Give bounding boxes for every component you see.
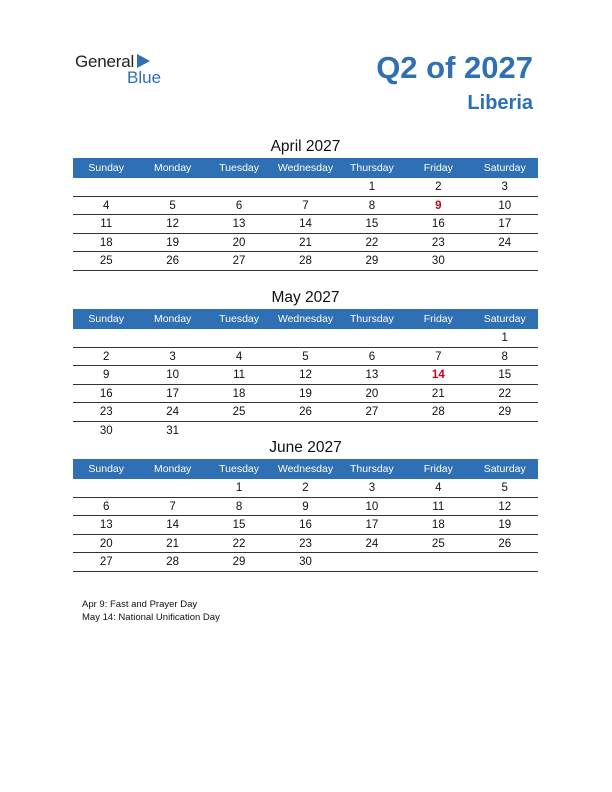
day-cell: 7 [169, 500, 176, 513]
day-cell: 30 [299, 556, 312, 568]
week-row [73, 234, 538, 253]
day-cell: 1 [235, 482, 243, 494]
day-cell: 2 [103, 350, 110, 363]
day-cell [272, 329, 338, 347]
logo [75, 52, 185, 92]
day-cell: 29 [232, 556, 246, 568]
day-cell: 21 [166, 537, 180, 550]
day-cell: 20 [365, 387, 379, 400]
day-cell: 25 [431, 537, 445, 550]
day-cell: 9 [302, 500, 309, 513]
day-cell: 15 [232, 519, 246, 531]
day-cell: 13 [99, 519, 113, 531]
day-cell: 14 [166, 519, 180, 531]
day-cell: 12 [166, 218, 180, 230]
day-cell [139, 329, 205, 347]
day-cell: 7 [302, 199, 309, 212]
day-cell: 22 [365, 236, 379, 249]
day-cell: 19 [166, 236, 180, 249]
month-april [73, 136, 538, 271]
day-cell: 18 [99, 236, 113, 249]
day-cell: 27 [232, 255, 246, 267]
day-cell: 9 [435, 199, 442, 212]
day-cell [272, 178, 338, 196]
weekday-label: Monday [153, 162, 192, 174]
day-cell [73, 329, 139, 347]
weekday-label: Friday [423, 313, 453, 325]
weekday-label: Sunday [88, 162, 125, 174]
day-cell: 29 [365, 255, 379, 267]
day-cell: 19 [299, 387, 312, 400]
day-cell: 22 [498, 387, 512, 400]
day-cell: 18 [431, 519, 445, 531]
day-cell: 8 [368, 199, 376, 212]
week-row [73, 252, 538, 271]
day-cell: 13 [232, 218, 246, 230]
weekday-label: Sunday [88, 463, 125, 475]
day-cell: 27 [99, 556, 113, 568]
month-may [73, 287, 538, 439]
day-cell: 4 [435, 482, 442, 494]
week-row [73, 366, 538, 385]
day-cell: 6 [103, 500, 110, 513]
week-row [73, 215, 538, 234]
day-cell [73, 178, 139, 196]
country-name: Liberia [467, 92, 533, 114]
holiday-notes [82, 598, 220, 624]
weekday-label: Wednesday [277, 313, 334, 325]
day-cell: 20 [232, 236, 246, 249]
weekday-label: Thursday [350, 463, 394, 475]
day-cell: 10 [365, 500, 379, 513]
day-cell [73, 479, 139, 497]
day-cell: 28 [299, 255, 312, 267]
day-cell: 11 [432, 500, 445, 513]
day-cell: 18 [232, 387, 246, 400]
holiday-note: May 14: National Unification Day [82, 612, 220, 623]
weekday-label: Sunday [88, 313, 125, 325]
page-title: Q2 of 2027 [376, 50, 533, 85]
day-cell: 10 [498, 199, 512, 212]
day-cell: 25 [232, 406, 246, 418]
day-cell: 2 [302, 482, 309, 494]
day-cell [405, 329, 471, 347]
day-cell: 8 [235, 500, 243, 513]
day-cell: 17 [498, 218, 512, 230]
day-cell: 16 [99, 387, 113, 400]
weekday-label: Friday [423, 162, 453, 174]
logo-triangle-icon [137, 54, 150, 68]
weekday-label: Tuesday [219, 463, 259, 475]
day-cell: 25 [99, 255, 113, 267]
day-cell: 21 [431, 387, 445, 400]
day-cell: 28 [166, 556, 180, 568]
day-cell: 26 [498, 537, 512, 550]
day-cell: 20 [99, 537, 113, 550]
day-cell: 15 [365, 218, 379, 230]
day-cell: 7 [435, 350, 442, 363]
day-cell: 24 [166, 406, 180, 418]
weekday-label: Wednesday [277, 463, 334, 475]
weekday-label: Monday [153, 463, 192, 475]
weekday-label: Tuesday [219, 162, 259, 174]
day-cell: 11 [233, 369, 246, 381]
day-cell: 5 [501, 482, 508, 494]
day-cell [405, 553, 471, 571]
day-cell: 4 [103, 199, 110, 212]
day-cell: 16 [299, 519, 312, 531]
month-june [73, 437, 538, 572]
day-cell: 11 [100, 218, 113, 230]
weekday-label: Friday [423, 463, 453, 475]
day-cell [139, 479, 205, 497]
weekday-label: Saturday [483, 162, 526, 174]
day-cell [339, 329, 405, 347]
day-cell [206, 329, 272, 347]
weekday-header [73, 459, 538, 479]
week-row [73, 498, 538, 517]
week-row [73, 516, 538, 535]
day-cell: 23 [99, 406, 113, 418]
day-cell: 17 [365, 519, 379, 531]
day-cell: 26 [166, 255, 180, 267]
holiday-note: Apr 9: Fast and Prayer Day [82, 599, 198, 610]
logo-general-text: General [75, 52, 135, 71]
day-cell [206, 178, 272, 196]
day-cell [472, 553, 538, 571]
day-cell: 19 [498, 519, 512, 531]
logo-blue-text: Blue [127, 68, 162, 87]
weekday-label: Saturday [483, 463, 526, 475]
day-cell: 31 [166, 424, 180, 437]
day-cell: 3 [169, 350, 176, 363]
weekday-header [73, 309, 538, 329]
day-cell: 12 [299, 369, 312, 381]
month-title: May 2027 [271, 289, 340, 306]
day-cell: 23 [299, 537, 312, 550]
day-cell: 27 [365, 406, 379, 418]
week-row [73, 178, 538, 197]
day-cell: 26 [299, 406, 312, 418]
day-cell: 30 [431, 255, 445, 267]
day-cell: 23 [431, 236, 445, 249]
day-cell: 15 [498, 369, 512, 381]
day-cell: 8 [501, 350, 508, 363]
day-cell: 24 [498, 236, 512, 249]
day-cell: 28 [431, 406, 445, 418]
day-cell: 29 [498, 406, 512, 418]
day-cell: 6 [235, 199, 243, 212]
day-cell: 13 [365, 369, 379, 381]
day-cell: 17 [166, 387, 180, 400]
day-cell: 3 [501, 181, 508, 193]
week-row [73, 403, 538, 422]
day-cell: 10 [166, 369, 180, 381]
weekday-label: Thursday [350, 313, 394, 325]
day-cell: 4 [235, 350, 243, 363]
day-cell [472, 252, 538, 270]
weekday-label: Tuesday [219, 313, 259, 325]
day-cell: 14 [299, 218, 312, 230]
week-row [73, 197, 538, 216]
month-title: April 2027 [270, 138, 341, 155]
day-cell: 3 [368, 482, 376, 494]
day-cell: 30 [99, 424, 113, 437]
weekday-label: Monday [153, 313, 192, 325]
day-cell: 14 [431, 369, 445, 381]
day-cell: 6 [368, 350, 376, 363]
weekday-label: Wednesday [277, 162, 334, 174]
day-cell: 2 [435, 181, 442, 193]
day-cell: 16 [431, 218, 445, 230]
day-cell: 24 [365, 537, 379, 550]
week-row [73, 329, 538, 348]
week-row [73, 348, 538, 367]
weekday-label: Saturday [483, 313, 526, 325]
day-cell: 21 [299, 236, 312, 249]
week-row [73, 385, 538, 404]
day-cell [339, 553, 405, 571]
day-cell: 22 [232, 537, 246, 550]
weekday-label: Thursday [350, 162, 394, 174]
day-cell: 1 [501, 332, 508, 344]
day-cell: 1 [368, 181, 376, 193]
month-title: June 2027 [269, 439, 342, 456]
week-row [73, 479, 538, 498]
day-cell: 12 [498, 500, 512, 513]
week-row [73, 553, 538, 572]
day-cell: 5 [302, 350, 309, 363]
day-cell: 5 [169, 199, 176, 212]
day-cell: 9 [103, 369, 110, 381]
week-row [73, 535, 538, 554]
day-cell [139, 178, 205, 196]
weekday-header [73, 158, 538, 178]
